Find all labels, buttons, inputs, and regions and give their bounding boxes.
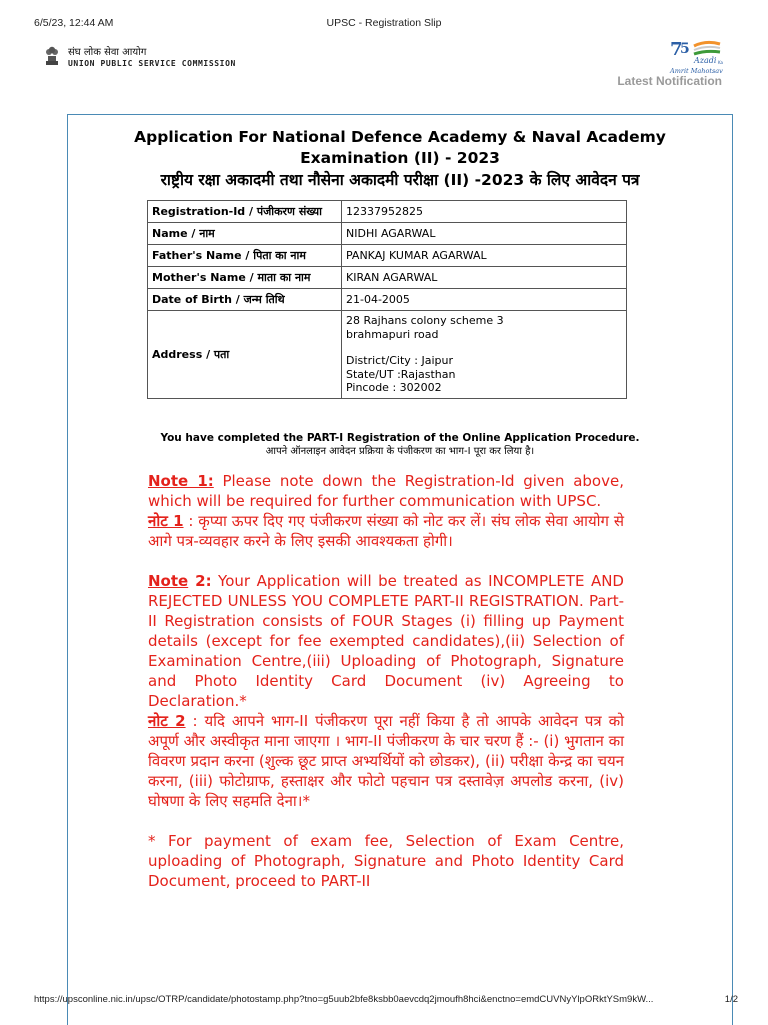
note-1-label: Note 1: [148,472,214,490]
ashoka-emblem-icon [44,44,60,66]
note-1-hindi-text: : कृप्या ऊपर दिए गए पंजीकरण संख्या को नोट कर लें। संघ लोक सेवा आयोग से आगे पत्र-व्यवहार करने के लिए इसकी आवश्यकता होगी। [148,512,624,550]
note-2-text: Your Application will be treated as INCOMPLETE AND REJECTED UNLESS YOU COMPLETE PART-II REGISTRATION. Part-II Registration consists of FOUR Stages (i) filling up Payment details (except for fee exempted candidates),(ii) Selection of Examination Centre,(iii) Uploading of Photograph, Signature and Photo Identity Card Document (iv) Agreeing to Declaration.* [148,572,624,710]
date-of-birth-value: 21-04-2005 [342,289,627,311]
note-1-hindi-label: नोट 1 [148,512,184,530]
page-number: 1/2 [724,994,738,1005]
application-heading-english: Application For National Defence Academy & Naval Academy Examination (II) - 2023 [134,128,666,167]
logo-text-azadi: Azadi [694,56,717,65]
table-row [148,267,627,289]
address-line1: 28 Rajhans colony scheme 3 [346,314,504,327]
note-2-english [148,571,624,711]
field-label: Mother's Name / माता का नाम [148,267,342,289]
page-url: https://upsconline.nic.in/upsc/OTRP/candidate/photostamp.php?tno=g5uub2bfe8ksbb0aevcdq2jmoufh8hci&enctno=emdCUVNyYlpORktYSm9kW... [34,994,654,1005]
field-label: Registration-Id / पंजीकरण संख्या [148,201,342,223]
address-line2: brahmapuri road [346,327,439,341]
payment-footnote: * For payment of exam fee, Selection of Exam Centre, uploading of Photograph, Signature and Photo Identity Card Document, proceed to PART-II [148,832,624,890]
logo-text-ka: Ka [718,60,724,65]
mothers-name-value: KIRAN AGARWAL [342,267,627,289]
note-2-label-number: 2: [188,572,212,590]
name-value: NIDHI AGARWAL [342,223,627,245]
logo-text-amrit-mahotsav: Amrit Mahotsav [670,67,723,75]
table-row [148,245,627,267]
svg-text:7: 7 [670,39,683,60]
completed-message-english: You have completed the PART-I Registration of the Online Application Procedure. [160,432,640,444]
print-page-title: UPSC - Registration Slip [326,17,442,29]
address-district: District/City : Jaipur [346,354,453,367]
upsc-banner [0,36,768,94]
latest-notification-link[interactable]: Latest Notification [617,74,722,88]
important-notes [148,471,624,891]
registration-slip-panel [67,114,733,1025]
print-datetime: 6/5/23, 12:44 AM [34,17,114,29]
note-1-hindi [148,511,624,551]
address-pincode: Pincode : 302002 [346,381,442,394]
application-heading-hindi: राष्ट्रीय रक्षा अकादमी तथा नौसेना अकादमी परीक्षा (II) -2023 के लिए आवेदन पत्र [160,171,640,189]
part1-completed-message [68,431,732,459]
address-state: State/UT :Rajasthan [346,367,456,381]
print-header [0,0,768,29]
org-name-english: UNION PUBLIC SERVICE COMMISSION [68,59,236,68]
completed-message-hindi: आपने ऑनलाइन आवेदन प्रक्रिया के पंजीकरण का भाग-I पूरा कर लिया है। [265,446,535,457]
note-2-hindi-label: नोट 2 [148,712,186,730]
table-row [148,223,627,245]
note-2-hindi [148,711,624,811]
table-row [148,311,627,399]
note-1-text: Please note down the Registration-Id given above, which will be required for further communication with UPSC. [148,472,624,510]
field-label: Date of Birth / जन्म तिथि [148,289,342,311]
note-2-hindi-text: : यदि आपने भाग-II पंजीकरण पूरा नहीं किया है तो आपके आवेदन पत्र को अपूर्ण और अस्वीकृत माना जाएगा । भाग-II पंजीकरण के चार चरण हैं :- (i) भुगतान का विवरण प्रदान करना (शुल्क छूट प्राप्त अभ्यर्थियों को छोडकर), (ii) परीक्षा केन्द्र का चयन करना, (iii) फोटोग्राफ, हस्ताक्षर और फोटो पहचान पत्र दस्तावेज़ अपलोड करना, (iv) घोषणा के लिए सहमति देना।* [148,712,625,810]
note-2-label: Note [148,572,189,590]
registration-id-value: 12337952825 [342,201,627,223]
table-row [148,289,627,311]
field-label: Father's Name / पिता का नाम [148,245,342,267]
org-name-hindi: संघ लोक सेवा आयोग [68,47,147,58]
field-label: Name / नाम [148,223,342,245]
note-1-english [148,471,624,511]
address-value [342,311,627,399]
svg-text:5: 5 [680,41,690,57]
field-label: Address / पता [148,311,342,399]
azadi-ka-amrit-mahotsav-logo [668,38,724,76]
registration-details-table [147,200,627,399]
fathers-name-value: PANKAJ KUMAR AGARWAL [342,245,627,267]
table-row [148,201,627,223]
